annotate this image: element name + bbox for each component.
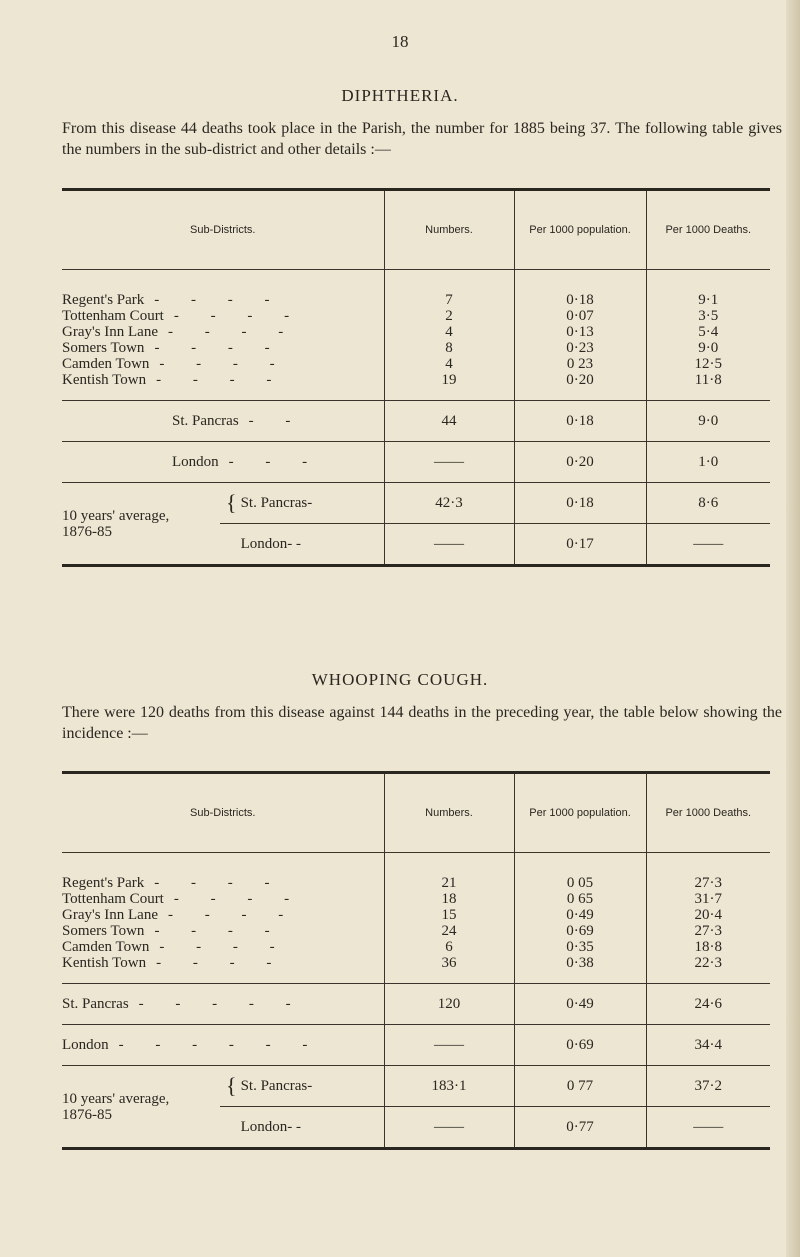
table-row [62, 907, 770, 923]
row-label: Camden Town [62, 939, 150, 955]
row-per-population: 0 77 [515, 1066, 646, 1107]
row-numbers: 42·3 [385, 483, 514, 524]
row-label: St. Pancras [240, 495, 308, 511]
row-name [62, 853, 384, 892]
row-numbers: 24 [384, 923, 514, 939]
header-per-1000-deaths: Per 1000 Deaths. [646, 773, 770, 853]
row-label: London [172, 454, 219, 470]
row-numbers: 36 [384, 955, 514, 984]
row-numbers: —— [384, 1025, 514, 1066]
whooping-cough-title: WHOOPING COUGH. [311, 670, 489, 689]
diphtheria-table [62, 188, 770, 567]
row-name [62, 356, 384, 372]
row-per-deaths: 18·8 [646, 939, 770, 955]
row-name [62, 955, 384, 984]
row-per-population: 0·07 [514, 308, 646, 324]
whooping-cough-paragraph-text: There were 120 deaths from this disease against 144 deaths in the preceding year, the table below showing the incidence :— [62, 704, 782, 742]
row-per-population: 0·20 [514, 442, 646, 483]
row-numbers: —— [384, 442, 514, 483]
row-per-deaths: 20·4 [646, 907, 770, 923]
row-label: St. Pancras [62, 996, 129, 1012]
row-per-deaths: 8·6 [647, 483, 771, 524]
average-numbers [384, 483, 514, 566]
row-dots: - - - - [154, 875, 284, 891]
row-dots: - - - - [154, 340, 284, 356]
row-label: Gray's Inn Lane [62, 324, 158, 340]
row-dots: - - - - [159, 356, 289, 372]
row-per-population: 0·49 [514, 984, 646, 1025]
row-dots: - - [248, 413, 305, 429]
row-name [62, 442, 384, 483]
row-per-population: 0·18 [514, 401, 646, 442]
row-per-deaths: 12·5 [646, 356, 770, 372]
header-sub-districts: Sub-Districts. [62, 190, 384, 270]
row-name [62, 340, 384, 356]
average-sub-london [220, 524, 384, 564]
row-name [62, 372, 384, 401]
row-dots: - - - - [159, 939, 289, 955]
row-per-population: 0·77 [566, 1119, 594, 1135]
table-row [62, 308, 770, 324]
row-name [62, 939, 384, 955]
row-per-population: 0 05 [514, 853, 646, 892]
row-dots: - - - - [173, 891, 304, 907]
row-dots: - [307, 1078, 313, 1094]
row-per-population: 0·69 [514, 923, 646, 939]
table-row [62, 372, 770, 401]
average-per-population [514, 483, 646, 566]
row-dots: - - - - [154, 923, 284, 939]
header-numbers: Numbers. [384, 773, 514, 853]
row-label: Camden Town [62, 356, 150, 372]
row-numbers: —— [434, 536, 464, 552]
row-per-population: 0·13 [514, 324, 646, 340]
diphtheria-paragraph-text: From this disease 44 deaths took place in the Parish, the number for 1885 being 37. The following table gives the numbers in the sub-district and other details :— [62, 120, 782, 158]
brace-icon: { [226, 490, 237, 515]
row-dots: - [307, 495, 313, 511]
row-per-population: 0·49 [514, 907, 646, 923]
row-per-population: 0·17 [566, 536, 594, 552]
row-per-deaths: 37·2 [647, 1066, 771, 1107]
row-label: Somers Town [62, 340, 145, 356]
row-label: St. Pancras [240, 1078, 308, 1094]
average-per-population [514, 1066, 646, 1149]
row-numbers: 15 [384, 907, 514, 923]
row-label: Tottenham Court [62, 308, 164, 324]
average-label-line2: 1876-85 [62, 523, 112, 540]
row-per-deaths: 22·3 [646, 955, 770, 984]
average-subrows [220, 1066, 384, 1147]
table-row [62, 955, 770, 984]
row-per-deaths: 27·3 [646, 853, 770, 892]
table-row [62, 270, 770, 309]
row-dots: - - - - [168, 907, 298, 923]
row-per-population: 0·18 [514, 270, 646, 309]
row-label: London [62, 1037, 109, 1053]
table-row [62, 939, 770, 955]
row-per-deaths: 3·5 [646, 308, 770, 324]
row-per-deaths: 9·1 [646, 270, 770, 309]
row-per-population: 0·69 [514, 1025, 646, 1066]
average-sub-st-pancras [220, 483, 384, 524]
row-name [62, 1025, 384, 1066]
average-row [62, 1066, 770, 1149]
row-numbers: 8 [384, 340, 514, 356]
row-per-population: 0·35 [514, 939, 646, 955]
row-per-deaths: 9·0 [646, 401, 770, 442]
row-label: London [240, 1119, 288, 1135]
row-numbers: 7 [384, 270, 514, 309]
row-name [62, 891, 384, 907]
table-row [62, 891, 770, 907]
row-label: Kentish Town [62, 955, 147, 971]
header-numbers: Numbers. [384, 190, 514, 270]
row-dots: - - [287, 536, 301, 552]
row-numbers: 2 [384, 308, 514, 324]
row-label: Gray's Inn Lane [62, 907, 158, 923]
row-name [62, 923, 384, 939]
average-sub-st-pancras [220, 1066, 384, 1107]
row-per-deaths: 1·0 [646, 442, 770, 483]
row-dots: - - - [228, 454, 322, 470]
header-per-1000-population: Per 1000 population. [514, 190, 646, 270]
average-label [62, 483, 220, 564]
row-per-deaths: 34·4 [646, 1025, 770, 1066]
row-per-population: 0·38 [514, 955, 646, 984]
row-label: St. Pancras [172, 413, 239, 429]
london-row [62, 1025, 770, 1066]
table-row [62, 340, 770, 356]
header-per-1000-deaths: Per 1000 Deaths. [646, 190, 770, 270]
row-numbers: 6 [384, 939, 514, 955]
row-numbers: 120 [384, 984, 514, 1025]
average-cell [62, 1066, 384, 1149]
row-per-population: 0·18 [515, 483, 646, 524]
row-name [62, 401, 384, 442]
row-dots: - - [287, 1119, 301, 1135]
average-numbers [384, 1066, 514, 1149]
diphtheria-title: DIPHTHERIA. [341, 86, 459, 105]
row-per-deaths: 31·7 [646, 891, 770, 907]
row-numbers: 18 [384, 891, 514, 907]
average-label [62, 1066, 220, 1147]
row-per-deaths: 24·6 [646, 984, 770, 1025]
average-label-line1: 10 years' average, [62, 507, 170, 524]
row-per-population: 0 65 [514, 891, 646, 907]
row-per-population: 0 23 [514, 356, 646, 372]
page-edge [786, 0, 800, 1257]
row-name [62, 324, 384, 340]
row-per-deaths: 5·4 [646, 324, 770, 340]
row-numbers: 44 [384, 401, 514, 442]
table-row [62, 324, 770, 340]
row-per-deaths: 11·8 [646, 372, 770, 401]
row-dots: - - - - [173, 308, 304, 324]
row-numbers: 183·1 [385, 1066, 514, 1107]
row-numbers: 4 [384, 324, 514, 340]
st-pancras-row [62, 984, 770, 1025]
header-sub-districts: Sub-Districts. [62, 773, 384, 853]
diphtheria-paragraph [62, 118, 782, 160]
row-per-deaths: 9·0 [646, 340, 770, 356]
row-label: Somers Town [62, 923, 145, 939]
row-per-deaths: —— [693, 536, 724, 552]
average-cell [62, 483, 384, 566]
brace-icon: { [226, 1073, 237, 1098]
row-per-deaths: —— [693, 1119, 724, 1135]
row-label: Kentish Town [62, 372, 147, 388]
whooping-cough-table [62, 771, 770, 1150]
london-row [62, 442, 770, 483]
average-subrows [220, 483, 384, 564]
row-label: Regent's Park [62, 292, 145, 308]
average-sub-london [220, 1107, 384, 1147]
row-dots: - - - - [156, 955, 286, 971]
row-per-deaths: 27·3 [646, 923, 770, 939]
row-dots: - - - - - [138, 996, 305, 1012]
row-name [62, 907, 384, 923]
row-label: Regent's Park [62, 875, 145, 891]
row-per-population: 0·20 [514, 372, 646, 401]
st-pancras-row [62, 401, 770, 442]
average-per-deaths [646, 483, 770, 566]
row-dots: - - - - [156, 372, 286, 388]
average-label-line1: 10 years' average, [62, 1090, 170, 1107]
row-name [62, 308, 384, 324]
row-numbers: —— [434, 1119, 464, 1135]
page-number: 18 [391, 32, 409, 51]
row-label: Tottenham Court [62, 891, 164, 907]
row-numbers: 19 [384, 372, 514, 401]
table-row [62, 923, 770, 939]
header-per-1000-population: Per 1000 population. [514, 773, 646, 853]
row-dots: - - - - - - [118, 1037, 322, 1053]
table-row [62, 853, 770, 892]
row-per-population: 0·23 [514, 340, 646, 356]
average-label-line2: 1876-85 [62, 1106, 112, 1123]
row-numbers: 21 [384, 853, 514, 892]
row-dots: - - - - [168, 324, 298, 340]
row-name [62, 984, 384, 1025]
whooping-cough-paragraph [62, 702, 782, 744]
row-numbers: 4 [384, 356, 514, 372]
row-label: London [240, 536, 288, 552]
average-row-st-pancras [62, 483, 770, 566]
average-per-deaths [646, 1066, 770, 1149]
table-row [62, 356, 770, 372]
row-dots: - - - - [154, 292, 284, 308]
row-name [62, 270, 384, 309]
